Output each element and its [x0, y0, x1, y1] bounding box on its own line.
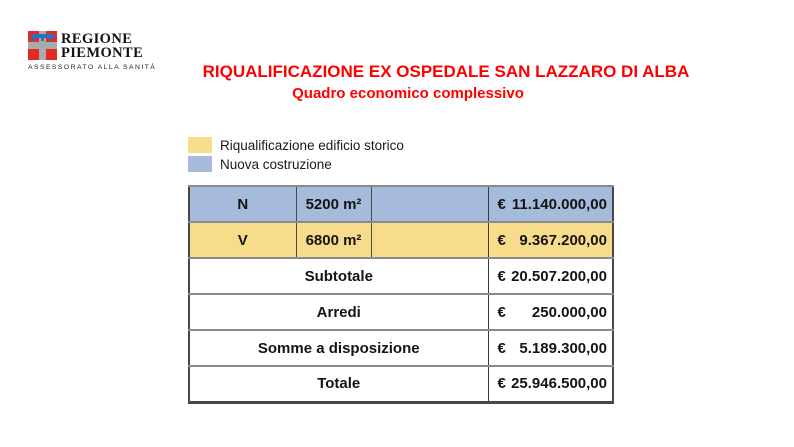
row-amount-cell: [488, 330, 613, 366]
legend-label: Riqualificazione edificio storico: [220, 137, 404, 153]
amount-value: 5.189.300,00: [519, 339, 607, 357]
table-row-somme-a-disposizione: [189, 330, 613, 366]
page-subtitle: Quadro economico complessivo: [292, 85, 524, 102]
logo-org-name: [61, 31, 143, 61]
piemonte-crest-icon: [28, 31, 57, 60]
row-label: Subtotale: [189, 258, 488, 294]
table-row-totale: [189, 366, 613, 402]
row-area: 5200 m²: [296, 186, 371, 222]
logo-org-line2: PIEMONTE: [61, 45, 144, 61]
row-spacer: [371, 222, 488, 258]
legend: [188, 137, 404, 175]
row-amount-cell: [488, 294, 613, 330]
legend-swatch-blue: [188, 156, 212, 172]
currency-symbol: €: [497, 267, 506, 285]
table-row-n: [189, 186, 613, 222]
page-title: RIQUALIFICAZIONE EX OSPEDALE SAN LAZZARO DI ALBA: [202, 62, 690, 81]
amount-value: 250.000,00: [531, 303, 607, 321]
row-code: N: [189, 186, 296, 222]
row-area: 6800 m²: [296, 222, 371, 258]
legend-label: Nuova costruzione: [220, 156, 332, 172]
row-label: Somme a disposizione: [189, 330, 488, 366]
table-row-arredi: [189, 294, 613, 330]
legend-item-new-construction: [188, 156, 404, 172]
amount-value: 9.367.200,00: [519, 231, 607, 249]
row-amount-cell: [488, 258, 613, 294]
currency-symbol: €: [497, 231, 506, 249]
amount-value: 20.507.200,00: [511, 267, 607, 285]
row-code: V: [189, 222, 296, 258]
row-amount-cell: [488, 186, 613, 222]
table-row-v: [189, 222, 613, 258]
row-label: Totale: [189, 366, 488, 402]
logo-department: ASSESSORATO ALLA SANITÀ: [28, 63, 157, 71]
currency-symbol: €: [497, 375, 506, 393]
amount-value: 11.140.000,00: [511, 195, 607, 213]
crest-lambello: [31, 34, 54, 38]
row-amount-cell: [488, 222, 613, 258]
table-row-subtotale: [189, 258, 613, 294]
row-spacer: [371, 186, 488, 222]
row-label: Arredi: [189, 294, 488, 330]
row-amount-cell: [488, 366, 613, 402]
logo-org-line1: REGIONE: [61, 30, 133, 47]
currency-symbol: €: [497, 339, 506, 357]
currency-symbol: €: [497, 303, 506, 321]
amount-value: 25.946.500,00: [511, 375, 607, 393]
legend-item-historic: [188, 137, 404, 153]
economic-table: [188, 185, 614, 404]
legend-swatch-yellow: [188, 137, 212, 153]
currency-symbol: €: [497, 195, 506, 213]
regione-piemonte-logo: [28, 31, 156, 71]
